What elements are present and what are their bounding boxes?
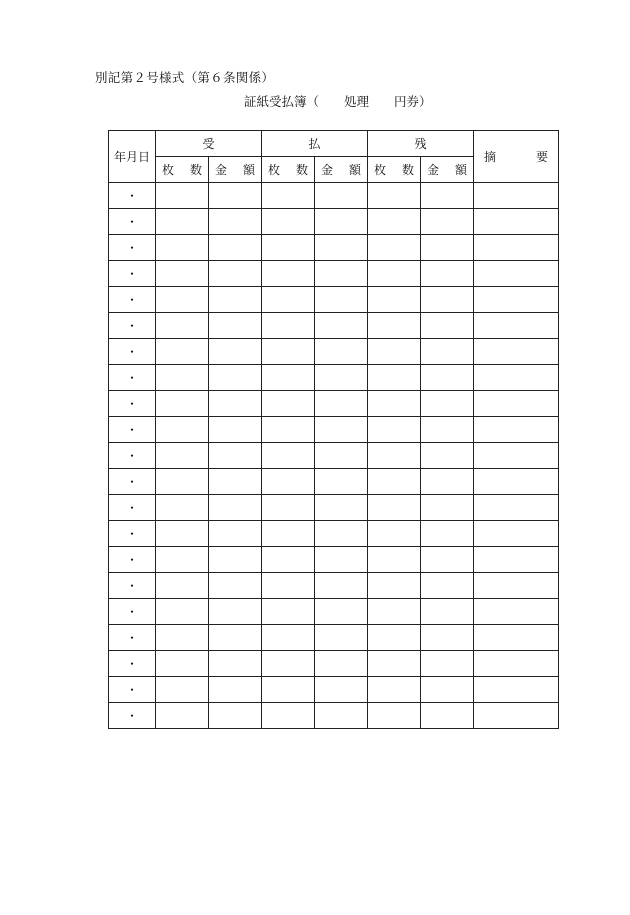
balance-count-cell[interactable]	[368, 573, 421, 599]
date-cell[interactable]	[109, 209, 156, 235]
table-row	[109, 209, 559, 235]
summary-header-left: 摘	[484, 150, 497, 164]
summary-cell[interactable]	[474, 651, 559, 677]
date-separator-dot: ・	[125, 708, 138, 723]
payment-amount-cell[interactable]	[315, 521, 368, 547]
table-row	[109, 417, 559, 443]
payment-amount-cell[interactable]	[315, 365, 368, 391]
date-cell[interactable]	[109, 625, 156, 651]
summary-cell[interactable]	[474, 625, 559, 651]
subheader-left-char: 枚	[162, 163, 175, 177]
balance-amount-cell[interactable]	[421, 365, 474, 391]
balance-count-cell[interactable]	[368, 599, 421, 625]
receipt-count-cell[interactable]	[156, 417, 209, 443]
date-separator-dot: ・	[125, 656, 138, 671]
date-cell[interactable]	[109, 365, 156, 391]
receipt-amount-cell[interactable]	[209, 417, 262, 443]
payment-amount-cell[interactable]	[315, 443, 368, 469]
payment-count-cell[interactable]	[262, 625, 315, 651]
receipt-amount-cell[interactable]	[209, 547, 262, 573]
balance-amount-cell[interactable]	[421, 625, 474, 651]
table-row	[109, 365, 559, 391]
payment-count-cell[interactable]	[262, 339, 315, 365]
date-separator-dot: ・	[125, 604, 138, 619]
amount-subheader	[209, 157, 262, 183]
receipt-count-cell[interactable]	[156, 313, 209, 339]
receipt-amount-cell[interactable]	[209, 677, 262, 703]
payment-amount-cell[interactable]	[315, 547, 368, 573]
balance-count-cell[interactable]	[368, 651, 421, 677]
balance-count-cell[interactable]	[368, 235, 421, 261]
payment-count-cell[interactable]	[262, 599, 315, 625]
balance-count-cell[interactable]	[368, 313, 421, 339]
table-row	[109, 469, 559, 495]
subheader-left-char: 金	[215, 163, 228, 177]
date-separator-dot: ・	[125, 292, 138, 307]
balance-amount-cell[interactable]	[421, 261, 474, 287]
summary-cell[interactable]	[474, 287, 559, 313]
payment-amount-cell[interactable]	[315, 417, 368, 443]
document-title: 証紙受払簿（ 処理 円券）	[244, 94, 432, 109]
payment-count-cell[interactable]	[262, 521, 315, 547]
receipt-count-cell[interactable]	[156, 703, 209, 729]
table-row	[109, 495, 559, 521]
payment-count-cell[interactable]	[262, 677, 315, 703]
date-separator-dot: ・	[125, 266, 138, 281]
balance-amount-cell[interactable]	[421, 209, 474, 235]
balance-count-cell[interactable]	[368, 183, 421, 209]
receipt-amount-cell[interactable]	[209, 573, 262, 599]
payment-count-cell[interactable]	[262, 469, 315, 495]
payment-count-cell[interactable]	[262, 443, 315, 469]
date-separator-dot: ・	[125, 682, 138, 697]
balance-amount-cell[interactable]	[421, 183, 474, 209]
balance-count-cell[interactable]	[368, 521, 421, 547]
receipt-count-cell[interactable]	[156, 365, 209, 391]
date-separator-dot: ・	[125, 552, 138, 567]
summary-cell[interactable]	[474, 703, 559, 729]
summary-cell[interactable]	[474, 495, 559, 521]
subheader-left-char: 枚	[268, 163, 281, 177]
receipt-count-cell[interactable]	[156, 651, 209, 677]
table-row	[109, 339, 559, 365]
date-cell[interactable]	[109, 443, 156, 469]
date-separator-dot: ・	[125, 448, 138, 463]
date-separator-dot: ・	[125, 344, 138, 359]
date-cell[interactable]	[109, 313, 156, 339]
receipt-amount-cell[interactable]	[209, 209, 262, 235]
date-cell[interactable]	[109, 391, 156, 417]
payment-amount-cell[interactable]	[315, 391, 368, 417]
balance-count-cell[interactable]	[368, 339, 421, 365]
payment-count-cell[interactable]	[262, 261, 315, 287]
table-row	[109, 625, 559, 651]
balance-amount-cell[interactable]	[421, 573, 474, 599]
subheader-left-char: 金	[427, 163, 440, 177]
payment-amount-cell[interactable]	[315, 235, 368, 261]
date-separator-dot: ・	[125, 318, 138, 333]
summary-cell[interactable]	[474, 469, 559, 495]
ledger-body	[109, 183, 559, 729]
date-cell[interactable]	[109, 469, 156, 495]
balance-amount-cell[interactable]	[421, 339, 474, 365]
summary-cell[interactable]	[474, 365, 559, 391]
subheader-right-char: 額	[349, 163, 362, 177]
date-separator-dot: ・	[125, 526, 138, 541]
receipt-count-cell[interactable]	[156, 469, 209, 495]
receipt-amount-cell[interactable]	[209, 625, 262, 651]
receipt-count-cell[interactable]	[156, 209, 209, 235]
table-row	[109, 261, 559, 287]
date-cell[interactable]	[109, 599, 156, 625]
subheader-right-char: 数	[189, 163, 202, 177]
payment-count-cell[interactable]	[262, 573, 315, 599]
payment-amount-cell[interactable]	[315, 287, 368, 313]
form-id: 別記第２号様式（第６条関係）	[95, 70, 275, 85]
receipt-count-cell[interactable]	[156, 599, 209, 625]
amount-subheader	[421, 157, 474, 183]
date-cell[interactable]	[109, 287, 156, 313]
receipt-count-cell[interactable]	[156, 521, 209, 547]
balance-amount-cell[interactable]	[421, 313, 474, 339]
payment-count-cell[interactable]	[262, 391, 315, 417]
summary-cell[interactable]	[474, 183, 559, 209]
balance-header: 残	[368, 131, 474, 157]
balance-amount-cell[interactable]	[421, 287, 474, 313]
date-cell[interactable]	[109, 677, 156, 703]
receipt-count-cell[interactable]	[156, 677, 209, 703]
balance-count-cell[interactable]	[368, 365, 421, 391]
payment-amount-cell[interactable]	[315, 183, 368, 209]
payment-count-cell[interactable]	[262, 417, 315, 443]
receipt-amount-cell[interactable]	[209, 261, 262, 287]
balance-amount-cell[interactable]	[421, 677, 474, 703]
balance-count-cell[interactable]	[368, 625, 421, 651]
balance-amount-cell[interactable]	[421, 703, 474, 729]
balance-amount-cell[interactable]	[421, 417, 474, 443]
table-row	[109, 599, 559, 625]
table-row	[109, 651, 559, 677]
date-cell[interactable]	[109, 261, 156, 287]
balance-amount-cell[interactable]	[421, 443, 474, 469]
balance-amount-cell[interactable]	[421, 547, 474, 573]
balance-count-cell[interactable]	[368, 391, 421, 417]
table-row	[109, 287, 559, 313]
receipt-amount-cell[interactable]	[209, 599, 262, 625]
table-row	[109, 183, 559, 209]
date-separator-dot: ・	[125, 630, 138, 645]
receipt-header: 受	[156, 131, 262, 157]
summary-cell[interactable]	[474, 677, 559, 703]
payment-count-cell[interactable]	[262, 209, 315, 235]
date-cell[interactable]	[109, 573, 156, 599]
balance-amount-cell[interactable]	[421, 495, 474, 521]
table-row	[109, 313, 559, 339]
subheader-right-char: 数	[296, 163, 309, 177]
summary-cell[interactable]	[474, 573, 559, 599]
table-row	[109, 391, 559, 417]
receipt-amount-cell[interactable]	[209, 183, 262, 209]
receipt-count-cell[interactable]	[156, 183, 209, 209]
date-header: 年月日	[109, 131, 156, 183]
receipt-amount-cell[interactable]	[209, 651, 262, 677]
table-row	[109, 573, 559, 599]
payment-amount-cell[interactable]	[315, 339, 368, 365]
balance-count-cell[interactable]	[368, 261, 421, 287]
receipt-amount-cell[interactable]	[209, 365, 262, 391]
receipt-count-cell[interactable]	[156, 235, 209, 261]
date-separator-dot: ・	[125, 370, 138, 385]
summary-cell[interactable]	[474, 235, 559, 261]
receipt-amount-cell[interactable]	[209, 235, 262, 261]
balance-count-cell[interactable]	[368, 495, 421, 521]
payment-count-cell[interactable]	[262, 287, 315, 313]
payment-count-cell[interactable]	[262, 703, 315, 729]
subheader-right-char: 額	[455, 163, 468, 177]
balance-count-cell[interactable]	[368, 287, 421, 313]
payment-amount-cell[interactable]	[315, 313, 368, 339]
payment-amount-cell[interactable]	[315, 573, 368, 599]
ledger-table	[108, 130, 559, 729]
subheader-left-char: 金	[321, 163, 334, 177]
date-separator-dot: ・	[125, 240, 138, 255]
summary-cell[interactable]	[474, 313, 559, 339]
payment-amount-cell[interactable]	[315, 209, 368, 235]
date-cell[interactable]	[109, 235, 156, 261]
balance-amount-cell[interactable]	[421, 599, 474, 625]
payment-amount-cell[interactable]	[315, 703, 368, 729]
date-cell[interactable]	[109, 703, 156, 729]
date-separator-dot: ・	[125, 474, 138, 489]
receipt-amount-cell[interactable]	[209, 313, 262, 339]
amount-subheader	[315, 157, 368, 183]
receipt-count-cell[interactable]	[156, 339, 209, 365]
balance-count-cell[interactable]	[368, 547, 421, 573]
subheader-right-char: 額	[243, 163, 256, 177]
balance-amount-cell[interactable]	[421, 469, 474, 495]
summary-cell[interactable]	[474, 391, 559, 417]
table-row	[109, 547, 559, 573]
receipt-count-cell[interactable]	[156, 573, 209, 599]
balance-count-cell[interactable]	[368, 209, 421, 235]
date-cell[interactable]	[109, 651, 156, 677]
payment-header: 払	[262, 131, 368, 157]
subheader-left-char: 枚	[374, 163, 387, 177]
receipt-amount-cell[interactable]	[209, 703, 262, 729]
receipt-amount-cell[interactable]	[209, 521, 262, 547]
balance-count-cell[interactable]	[368, 703, 421, 729]
payment-count-cell[interactable]	[262, 235, 315, 261]
summary-header-right: 要	[536, 150, 549, 164]
date-cell[interactable]	[109, 339, 156, 365]
balance-count-cell[interactable]	[368, 677, 421, 703]
table-row	[109, 677, 559, 703]
receipt-count-cell[interactable]	[156, 547, 209, 573]
table-row	[109, 703, 559, 729]
payment-count-cell[interactable]	[262, 365, 315, 391]
summary-cell[interactable]	[474, 599, 559, 625]
payment-amount-cell[interactable]	[315, 651, 368, 677]
summary-cell[interactable]	[474, 209, 559, 235]
payment-count-cell[interactable]	[262, 183, 315, 209]
payment-amount-cell[interactable]	[315, 677, 368, 703]
payment-amount-cell[interactable]	[315, 495, 368, 521]
payment-count-cell[interactable]	[262, 651, 315, 677]
date-cell[interactable]	[109, 417, 156, 443]
payment-count-cell[interactable]	[262, 313, 315, 339]
receipt-count-cell[interactable]	[156, 391, 209, 417]
date-cell[interactable]	[109, 547, 156, 573]
balance-amount-cell[interactable]	[421, 521, 474, 547]
receipt-count-cell[interactable]	[156, 495, 209, 521]
payment-amount-cell[interactable]	[315, 469, 368, 495]
balance-count-cell[interactable]	[368, 469, 421, 495]
date-separator-dot: ・	[125, 188, 138, 203]
balance-amount-cell[interactable]	[421, 235, 474, 261]
payment-amount-cell[interactable]	[315, 599, 368, 625]
subheader-right-char: 数	[402, 163, 415, 177]
summary-header	[474, 131, 559, 183]
table-row	[109, 235, 559, 261]
date-separator-dot: ・	[125, 500, 138, 515]
receipt-amount-cell[interactable]	[209, 495, 262, 521]
payment-count-cell[interactable]	[262, 547, 315, 573]
count-subheader	[368, 157, 421, 183]
balance-amount-cell[interactable]	[421, 391, 474, 417]
receipt-amount-cell[interactable]	[209, 443, 262, 469]
receipt-count-cell[interactable]	[156, 625, 209, 651]
receipt-amount-cell[interactable]	[209, 469, 262, 495]
date-separator-dot: ・	[125, 422, 138, 437]
summary-cell[interactable]	[474, 261, 559, 287]
summary-cell[interactable]	[474, 417, 559, 443]
date-cell[interactable]	[109, 521, 156, 547]
summary-cell[interactable]	[474, 443, 559, 469]
receipt-amount-cell[interactable]	[209, 391, 262, 417]
table-row	[109, 443, 559, 469]
payment-amount-cell[interactable]	[315, 261, 368, 287]
count-subheader	[262, 157, 315, 183]
payment-amount-cell[interactable]	[315, 625, 368, 651]
summary-cell[interactable]	[474, 339, 559, 365]
date-cell[interactable]	[109, 183, 156, 209]
balance-count-cell[interactable]	[368, 443, 421, 469]
receipt-count-cell[interactable]	[156, 261, 209, 287]
payment-count-cell[interactable]	[262, 495, 315, 521]
table-row	[109, 521, 559, 547]
date-separator-dot: ・	[125, 214, 138, 229]
date-separator-dot: ・	[125, 578, 138, 593]
count-subheader	[156, 157, 209, 183]
summary-cell[interactable]	[474, 547, 559, 573]
receipt-count-cell[interactable]	[156, 443, 209, 469]
balance-count-cell[interactable]	[368, 417, 421, 443]
summary-cell[interactable]	[474, 521, 559, 547]
receipt-amount-cell[interactable]	[209, 339, 262, 365]
receipt-count-cell[interactable]	[156, 287, 209, 313]
date-separator-dot: ・	[125, 396, 138, 411]
receipt-amount-cell[interactable]	[209, 287, 262, 313]
date-cell[interactable]	[109, 495, 156, 521]
balance-amount-cell[interactable]	[421, 651, 474, 677]
